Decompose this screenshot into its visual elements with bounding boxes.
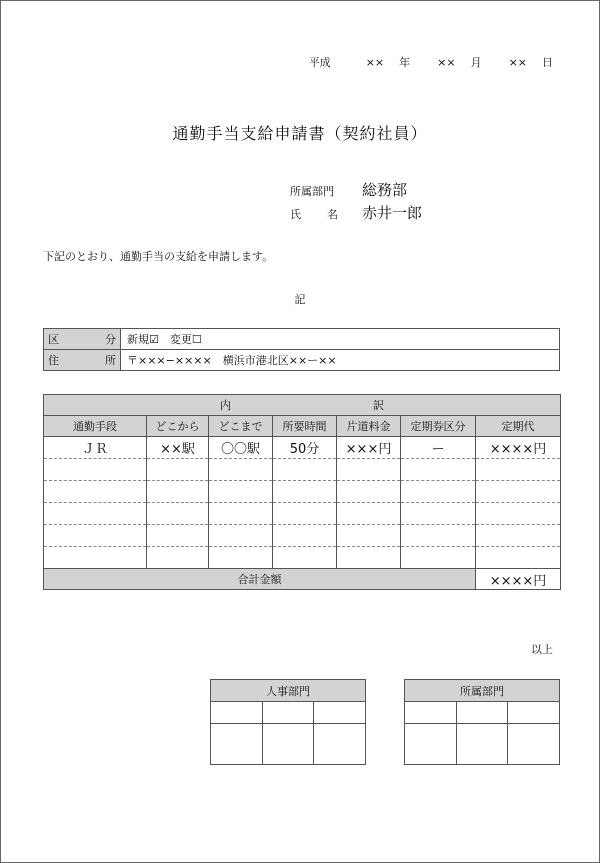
table-row-empty xyxy=(44,525,561,547)
empty-cell xyxy=(273,525,337,547)
category-label-1: 区 xyxy=(48,333,59,346)
empty-cell xyxy=(273,459,337,481)
seal-cell xyxy=(508,724,560,765)
empty-cell xyxy=(337,503,401,525)
empty-cell xyxy=(337,459,401,481)
hr-stamp-header-row xyxy=(211,680,366,702)
address-label xyxy=(44,350,121,371)
stamp-cell xyxy=(262,702,314,724)
address-row xyxy=(44,350,560,371)
hr-stamp-seal-row xyxy=(211,724,366,765)
stamp-cell xyxy=(314,702,366,724)
empty-cell xyxy=(476,503,561,525)
dept-value: 総務部 xyxy=(362,181,408,199)
empty-cell xyxy=(273,547,337,569)
dept-stamp-box xyxy=(404,679,560,765)
stamp-cell xyxy=(405,702,457,724)
column-header: 片道料金 xyxy=(337,416,401,437)
total-label: 合計金額 xyxy=(44,569,476,590)
document-title: 通勤手当支給申請書（契約社員） xyxy=(172,124,428,143)
column-header: 通勤手段 xyxy=(44,416,147,437)
column-header: 定期代 xyxy=(476,416,561,437)
hr-stamp-label: 人事部門 xyxy=(211,680,366,702)
category-label xyxy=(44,329,121,350)
table-cell: ××××円 xyxy=(476,437,561,459)
intro-text: 下記のとおり、通勤手当の支給を申請します。 xyxy=(43,250,274,263)
info-table xyxy=(43,328,560,371)
empty-cell xyxy=(44,525,147,547)
table-row xyxy=(44,437,561,459)
empty-cell xyxy=(337,481,401,503)
breakdown-title-2: 訳 xyxy=(373,399,385,412)
empty-cell xyxy=(476,459,561,481)
empty-cell xyxy=(476,481,561,503)
table-row-empty xyxy=(44,503,561,525)
address-label-1: 住 xyxy=(48,354,59,367)
hr-stamp-box xyxy=(210,679,366,765)
date-month-value: ×× xyxy=(437,56,456,69)
table-cell: ー xyxy=(401,437,476,459)
total-row xyxy=(44,569,561,590)
seal-cell xyxy=(456,724,508,765)
empty-cell xyxy=(44,481,147,503)
empty-cell xyxy=(147,459,209,481)
date-year-unit: 年 xyxy=(399,56,411,69)
empty-cell xyxy=(147,503,209,525)
stamp-cell xyxy=(456,702,508,724)
empty-cell xyxy=(476,525,561,547)
date-era: 平成 xyxy=(308,56,331,69)
address-label-2: 所 xyxy=(105,354,116,367)
breakdown-title-row xyxy=(44,395,561,416)
dept-label: 所属部門 xyxy=(290,185,334,198)
breakdown-title xyxy=(44,395,561,416)
empty-cell xyxy=(401,481,476,503)
dept-stamp-header-row xyxy=(405,680,560,702)
empty-cell xyxy=(44,459,147,481)
stamp-cell xyxy=(211,702,263,724)
table-cell: ＪＲ xyxy=(44,437,147,459)
dept-stamp-label: 所属部門 xyxy=(405,680,560,702)
empty-cell xyxy=(401,459,476,481)
table-cell: 50分 xyxy=(273,437,337,459)
empty-cell xyxy=(209,525,273,547)
empty-cell xyxy=(273,481,337,503)
empty-cell xyxy=(273,503,337,525)
breakdown-table xyxy=(43,394,561,590)
empty-cell xyxy=(44,547,147,569)
empty-cell xyxy=(209,547,273,569)
category-value: 新規☑ 変更☐ xyxy=(121,329,560,350)
empty-cell xyxy=(337,547,401,569)
table-row-empty xyxy=(44,547,561,569)
empty-cell xyxy=(401,547,476,569)
breakdown-title-1: 内 xyxy=(220,399,232,412)
name-label-1: 氏 xyxy=(290,208,301,221)
empty-cell xyxy=(209,459,273,481)
empty-cell xyxy=(209,503,273,525)
empty-cell xyxy=(147,547,209,569)
hr-stamp-role-row xyxy=(211,702,366,724)
total-value: ××××円 xyxy=(476,569,561,590)
empty-cell xyxy=(147,481,209,503)
name-value: 赤井一郎 xyxy=(362,204,423,222)
table-cell: 〇〇駅 xyxy=(209,437,273,459)
column-header: 所要時間 xyxy=(273,416,337,437)
table-cell: ×××円 xyxy=(337,437,401,459)
category-row xyxy=(44,329,560,350)
seal-cell xyxy=(314,724,366,765)
closing-text: 以上 xyxy=(531,643,553,656)
column-header: 定期券区分 xyxy=(401,416,476,437)
dept-stamp-seal-row xyxy=(405,724,560,765)
date-year-value: ×× xyxy=(365,56,385,69)
breakdown-column-headers xyxy=(44,416,561,437)
empty-cell xyxy=(401,525,476,547)
empty-cell xyxy=(209,481,273,503)
empty-cell xyxy=(401,503,476,525)
seal-cell xyxy=(262,724,314,765)
address-value: 〒×××−×××× 横浜市港北区××ー×× xyxy=(121,350,560,371)
application-date xyxy=(309,54,553,70)
name-label-2: 名 xyxy=(327,208,338,221)
category-label-2: 分 xyxy=(105,333,116,346)
column-header: どこまで xyxy=(209,416,273,437)
stamp-cell xyxy=(508,702,560,724)
table-row-empty xyxy=(44,481,561,503)
seal-cell xyxy=(405,724,457,765)
date-day-value: ×× xyxy=(508,56,527,69)
date-month-unit: 月 xyxy=(470,56,482,69)
seal-cell xyxy=(211,724,263,765)
empty-cell xyxy=(337,525,401,547)
column-header: どこから xyxy=(147,416,209,437)
ki-heading: 記 xyxy=(294,293,306,306)
empty-cell xyxy=(476,547,561,569)
table-row-empty xyxy=(44,459,561,481)
date-day-unit: 日 xyxy=(542,56,553,69)
table-cell: ××駅 xyxy=(147,437,209,459)
empty-cell xyxy=(147,525,209,547)
dept-stamp-role-row xyxy=(405,702,560,724)
empty-cell xyxy=(44,503,147,525)
